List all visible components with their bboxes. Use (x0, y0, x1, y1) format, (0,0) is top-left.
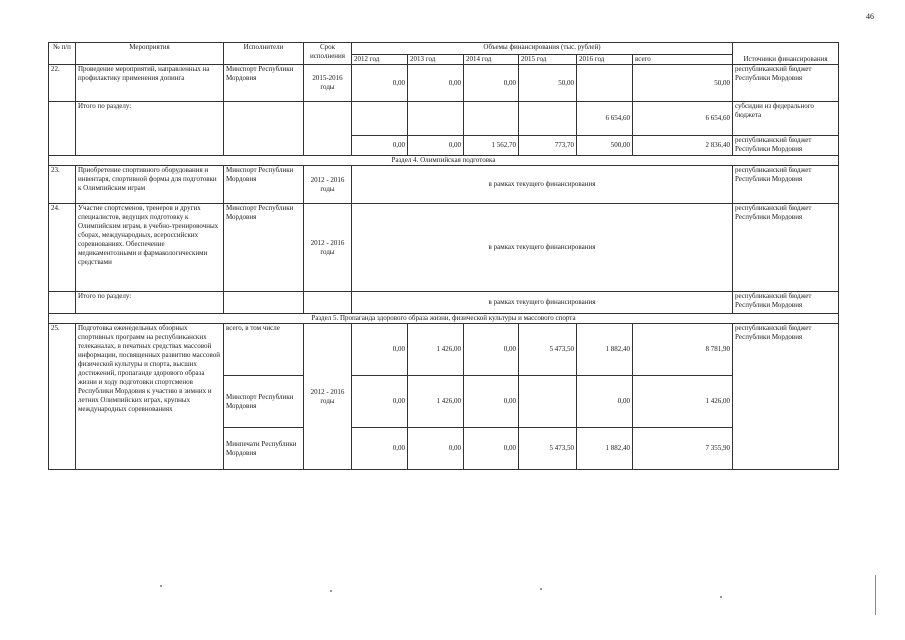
scan-speck (330, 590, 332, 592)
scan-speck (160, 585, 162, 587)
row-financing-note: в рамках текущего финансирования (352, 166, 733, 204)
row-source: республиканский бюджет Республики Мордовия (733, 324, 839, 470)
value-total: 7 355,90 (633, 428, 733, 470)
scan-speck (720, 596, 722, 598)
value-2012: 0,00 (352, 376, 408, 428)
value-2016: 500,00 (577, 136, 633, 156)
value-2014: 0,00 (464, 428, 519, 470)
value-2016: 1 882,40 (577, 324, 633, 376)
row-num: 22. (49, 65, 76, 102)
row-num: 23. (49, 166, 76, 204)
header-volume: Объемы финансирования (тыс. рублей) (352, 43, 733, 55)
header-event: Мероприятия (76, 43, 224, 65)
row-executor: Минспорт Республики Мордовия (224, 376, 304, 428)
scan-speck (540, 588, 542, 590)
table-row-25a (49, 324, 839, 376)
value-2016 (577, 65, 633, 102)
total-label: Итого по разделу: (76, 292, 224, 314)
value-2013: 0,00 (408, 65, 464, 102)
value-2014 (464, 102, 519, 136)
row-deadline: 2015-2016 годы (304, 65, 352, 102)
header-total: всего (633, 55, 733, 65)
row-source: республиканский бюджет Республики Мордовия (733, 204, 839, 292)
value-2013: 0,00 (408, 428, 464, 470)
row-executor: всего, в том числе (224, 324, 304, 376)
table-row-total-4 (49, 292, 839, 314)
value-2013: 1 426,00 (408, 376, 464, 428)
header-year-2014: 2014 год (464, 55, 519, 65)
row-executor: Минспорт Республики Мордовия (224, 65, 304, 102)
value-2012: 0,00 (352, 428, 408, 470)
value-total: 50,00 (633, 65, 733, 102)
value-2016: 1 882,40 (577, 428, 633, 470)
row-source: субсидии из федерального бюджета (733, 102, 839, 136)
value-2013: 1 426,00 (408, 324, 464, 376)
row-source: республиканский бюджет Республики Мордовия (733, 166, 839, 204)
section-title: Раздел 4. Олимпийская подготовка (49, 156, 839, 166)
value-2016: 6 654,60 (577, 102, 633, 136)
total-label: Итого по разделу: (76, 102, 224, 156)
row-event: Проведение мероприятий, направленных на профилактику применения допинга (76, 65, 224, 102)
value-2014: 1 562,70 (464, 136, 519, 156)
header-year-2013: 2013 год (408, 55, 464, 65)
value-2014: 0,00 (464, 376, 519, 428)
header-year-2016: 2016 год (577, 55, 633, 65)
row-source: республиканский бюджет Республики Мордовия (733, 136, 839, 156)
value-2013 (408, 102, 464, 136)
value-2012: 0,00 (352, 65, 408, 102)
value-2015: 50,00 (519, 65, 577, 102)
row-executor: Минпечати Республики Мордовия (224, 428, 304, 470)
value-2012: 0,00 (352, 324, 408, 376)
header-year-2015: 2015 год (519, 55, 577, 65)
section-title: Раздел 5. Пропаганда здорового образа жизни, физической культуры и массового спорта (49, 314, 839, 324)
value-total: 1 426,00 (633, 376, 733, 428)
value-2015 (519, 376, 577, 428)
section-5-row (49, 314, 839, 324)
row-num: 25. (49, 324, 76, 470)
header-year-2012: 2012 год (352, 55, 408, 65)
table-row-24 (49, 204, 839, 292)
row-event: Участие спортсменов, тренеров и других специалистов, ведущих подготовку к Олимпийским играм, в учебно-тренировочных сборах, международных, всероссийских соревнованиях. Обеспечение медикаментозными и фармакологическими средствами (76, 204, 224, 292)
section-4-row (49, 156, 839, 166)
row-event: Подготовка еженедельных обзорных спортивных программ на республиканских телеканалах, в печатных средствах массовой информации, посвященных развитию массовой физической культуры и спорта, высших достижений, пропаганде здорового образа жизни и ходу подготовки спортсменов Республики Мордовия к участию в зимних и летних Олимпийских играх, крупных международных соревнованиях (76, 324, 224, 470)
row-executor: Минспорт Республики Мордовия (224, 204, 304, 292)
value-total: 6 654,60 (633, 102, 733, 136)
table-row-22 (49, 65, 839, 102)
value-2012: 0,00 (352, 136, 408, 156)
scan-artifact-line (875, 575, 876, 615)
value-2015: 5 473,50 (519, 324, 577, 376)
header-num: № п/п (49, 43, 76, 65)
header-executor: Исполнители (224, 43, 304, 65)
page-number: 46 (866, 12, 874, 21)
value-2013: 0,00 (408, 136, 464, 156)
table-row-23 (49, 166, 839, 204)
row-event: Приобретение спортивного оборудования и инвентаря, спортивной формы для подготовки к Олимпийским играм (76, 166, 224, 204)
value-total: 2 836,40 (633, 136, 733, 156)
row-deadline: 2012 - 2016 годы (304, 324, 352, 470)
value-2016: 0,00 (577, 376, 633, 428)
row-financing-note: в рамках текущего финансирования (352, 204, 733, 292)
value-2014: 0,00 (464, 65, 519, 102)
value-2015 (519, 102, 577, 136)
row-deadline: 2012 - 2016 годы (304, 204, 352, 292)
value-2015: 773,70 (519, 136, 577, 156)
table-row-total-3a (49, 102, 839, 136)
value-total: 8 781,90 (633, 324, 733, 376)
row-deadline: 2012 - 2016 годы (304, 166, 352, 204)
value-2012 (352, 102, 408, 136)
row-financing-note: в рамках текущего финансирования (352, 292, 733, 314)
row-num: 24. (49, 204, 76, 292)
header-sources: Источники финансирования (733, 43, 839, 65)
row-executor: Минспорт Республики Мордовия (224, 166, 304, 204)
value-2015: 5 473,50 (519, 428, 577, 470)
row-source: республиканский бюджет Республики Мордовия (733, 292, 839, 314)
row-source: республиканский бюджет Республики Мордовия (733, 65, 839, 102)
header-deadline: Срок исполнения (304, 43, 352, 65)
financing-table (48, 42, 839, 470)
value-2014: 0,00 (464, 324, 519, 376)
